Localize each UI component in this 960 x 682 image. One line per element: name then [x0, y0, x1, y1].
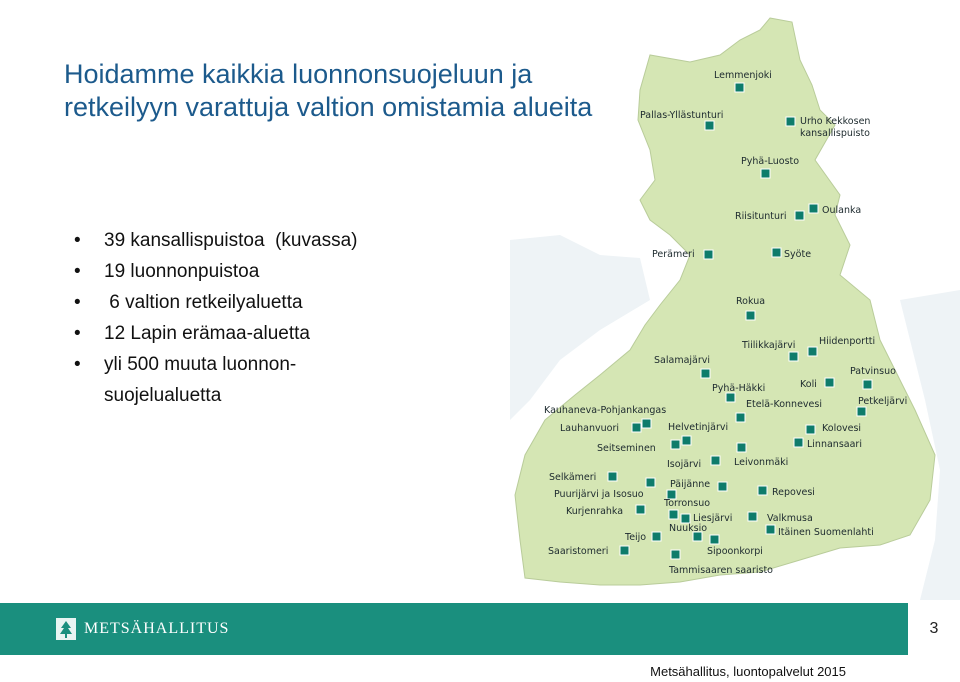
park-marker[interactable]: [671, 550, 680, 559]
park-marker[interactable]: [758, 486, 767, 495]
map-label: Tammisaaren saaristo: [669, 565, 773, 576]
park-marker[interactable]: [766, 525, 775, 534]
park-marker[interactable]: [786, 117, 795, 126]
park-marker[interactable]: [642, 419, 651, 428]
logo-text: METSÄHALLITUS: [84, 620, 230, 637]
bullet-item: • yli 500 muuta luonnon- suojelualuetta: [80, 349, 440, 411]
park-marker[interactable]: [806, 425, 815, 434]
map-label: Oulanka: [822, 205, 862, 216]
park-marker[interactable]: [620, 546, 629, 555]
park-marker[interactable]: [718, 482, 727, 491]
map-label: Torronsuo: [664, 498, 711, 509]
park-marker[interactable]: [735, 83, 744, 92]
park-marker[interactable]: [761, 169, 770, 178]
park-marker[interactable]: [646, 478, 655, 487]
map-label: Kolovesi: [822, 423, 862, 434]
bullet-list: [80, 225, 440, 411]
park-marker[interactable]: [669, 510, 678, 519]
park-marker[interactable]: [789, 352, 798, 361]
map-label: Saaristomeri: [548, 546, 609, 557]
park-marker[interactable]: [737, 443, 746, 452]
park-marker[interactable]: [701, 369, 710, 378]
slide-title: Hoidamme kaikkia luonnonsuojeluun ja retkeilyyn varattuja valtion omistamia alueita: [64, 59, 593, 122]
map-label: Syöte: [784, 249, 812, 260]
map-label: Helvetinjärvi: [668, 422, 729, 433]
bullet-item: • 12 Lapin erämaa-aluetta: [80, 318, 440, 349]
map-label: Päijänne: [670, 479, 711, 490]
map-label: Itäinen Suomenlahti: [778, 527, 874, 538]
map-label: Urho Kekkosen: [800, 116, 871, 127]
map-label: Leivonmäki: [734, 457, 789, 468]
map-label: Repovesi: [772, 487, 815, 498]
bullet-item: • 19 luonnonpuistoa: [80, 256, 440, 287]
map-label: kansallispuisto: [800, 128, 870, 139]
map-label: Pyhä-Häkki: [712, 383, 766, 394]
park-marker[interactable]: [795, 211, 804, 220]
map-label: Linnansaari: [807, 439, 862, 450]
map-label: Tiilikkajärvi: [742, 340, 796, 351]
park-marker[interactable]: [632, 423, 641, 432]
map-label: Lauhanvuori: [560, 423, 619, 434]
park-marker[interactable]: [863, 380, 872, 389]
map-label: Rokua: [736, 296, 766, 307]
tree-icon: [56, 618, 76, 640]
park-marker[interactable]: [682, 436, 691, 445]
page-number: 3: [908, 603, 960, 655]
map-label: Isojärvi: [667, 459, 702, 470]
park-marker[interactable]: [748, 512, 757, 521]
map-label: Teijo: [625, 532, 647, 543]
map-label: Riisitunturi: [735, 211, 787, 222]
map-label: Seitseminen: [597, 443, 656, 454]
bullet-item: • 39 kansallispuistoa (kuvassa): [80, 225, 440, 256]
map-label: Sipoonkorpi: [707, 546, 763, 557]
map-label: Pallas-Yllästunturi: [640, 110, 724, 121]
park-marker[interactable]: [746, 311, 755, 320]
map-label: Kauhaneva-Pohjankangas: [544, 405, 667, 416]
park-marker[interactable]: [681, 514, 690, 523]
map-label: Kurjenrahka: [566, 506, 624, 517]
map-label: Liesjärvi: [693, 513, 733, 524]
map-label: Pyhä-Luosto: [741, 156, 800, 167]
map-label: Puurijärvi ja Isosuo: [554, 489, 644, 500]
park-marker[interactable]: [825, 378, 834, 387]
map-label: Nuuksio: [669, 523, 708, 534]
park-marker[interactable]: [705, 121, 714, 130]
map-label: Salamajärvi: [654, 355, 711, 366]
metsahallitus-logo[interactable]: [56, 618, 229, 640]
map-label: Etelä-Konnevesi: [746, 399, 822, 410]
map-label: Patvinsuo: [850, 366, 896, 377]
park-marker[interactable]: [636, 505, 645, 514]
map-label: Petkeljärvi: [858, 396, 908, 407]
map-label: Perämeri: [652, 249, 695, 260]
park-marker[interactable]: [704, 250, 713, 259]
park-marker[interactable]: [652, 532, 661, 541]
park-marker[interactable]: [608, 472, 617, 481]
map-label: Hiidenportti: [819, 336, 876, 347]
map-label: Koli: [800, 379, 817, 390]
park-marker[interactable]: [772, 248, 781, 257]
park-marker[interactable]: [794, 438, 803, 447]
park-marker[interactable]: [857, 407, 866, 416]
map-label: Lemmenjoki: [714, 70, 772, 81]
park-marker[interactable]: [671, 440, 680, 449]
park-marker[interactable]: [808, 347, 817, 356]
park-marker[interactable]: [710, 535, 719, 544]
park-marker[interactable]: [809, 204, 818, 213]
park-marker[interactable]: [726, 393, 735, 402]
finland-map: [510, 10, 960, 600]
footer-credit: Metsähallitus, luontopalvelut 2015: [650, 664, 846, 679]
park-marker[interactable]: [711, 456, 720, 465]
map-label: Selkämeri: [549, 472, 597, 483]
park-marker[interactable]: [736, 413, 745, 422]
bullet-item: • 6 valtion retkeilyaluetta: [80, 287, 440, 318]
map-label: Valkmusa: [767, 513, 813, 524]
